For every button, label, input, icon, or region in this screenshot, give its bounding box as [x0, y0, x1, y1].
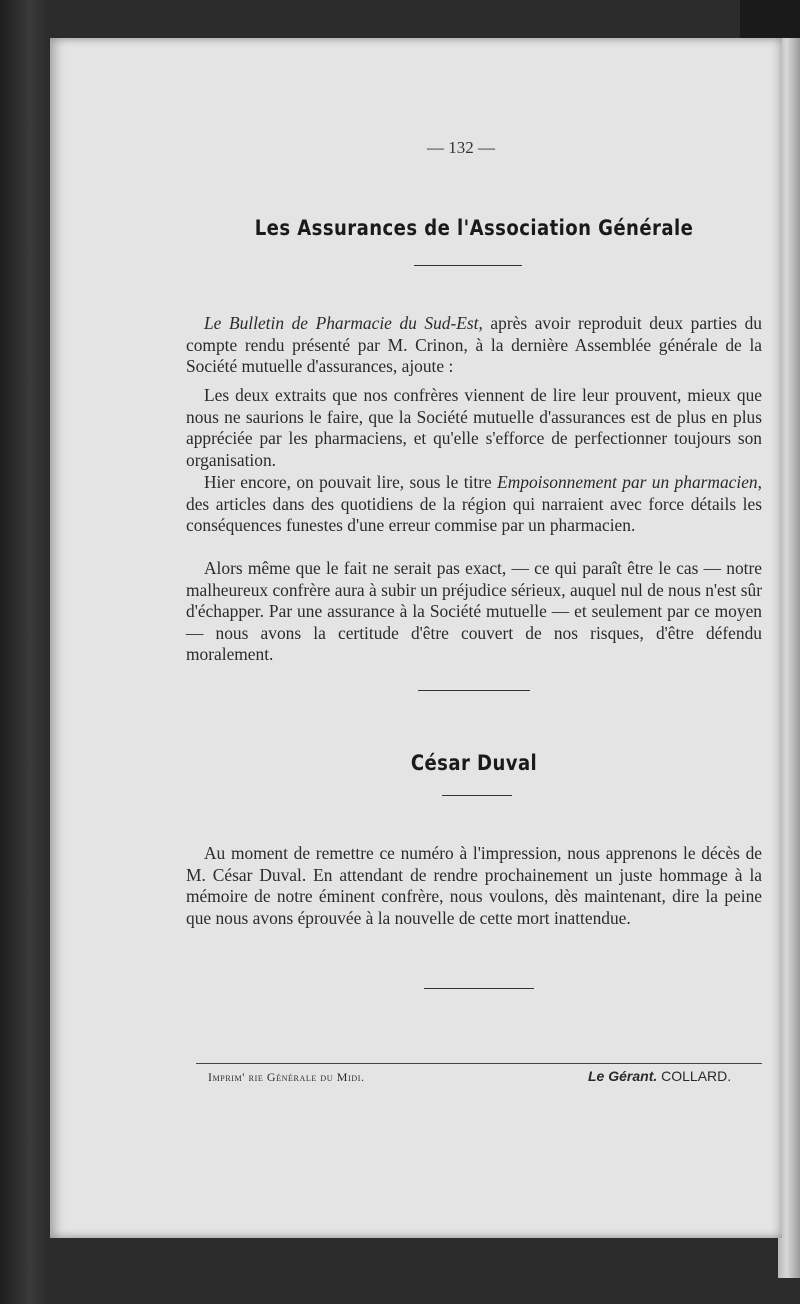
- para-text: , des articles dans des quotidiens de la région qui narraient avec force détails les conséquences funestes d'une erreur commise par un pharmacien.: [186, 472, 762, 536]
- bulletin-name: Le Bulletin de Pharmacie du Sud-Est: [204, 313, 479, 333]
- scan-corner: [740, 0, 800, 40]
- quoted-paragraph-1: Les deux extraits que nos confrères viennent de lire leur prouvent, mieux que nous ne saurions le faire, que la Société mutuelle d'assurances est de plus en plus appréciée par les pharmaciens, et qu'elle s'efforce de perfectionner toujours son organisation.: [186, 385, 762, 470]
- article-intro-paragraph: [186, 313, 762, 378]
- end-divider: [424, 988, 534, 989]
- para-text: Hier encore, on pouvait lire, sous le titre: [204, 472, 498, 492]
- quoted-paragraph-3: Alors même que le fait ne serait pas exact, — ce qui paraît être le cas — notre malheureux confrère aura à subir un préjudice sérieux, auquel nul de nous n'est sûr d'échapper. Par une assurance à la Société mutuelle — et seulement par ce moyen — nous avons la certitude d'être couvert de nos risques, d'être défendu moralement.: [186, 558, 762, 665]
- manager-signature: [588, 1068, 731, 1084]
- footer-rule: [196, 1063, 762, 1064]
- manager-role: Le Gérant.: [588, 1068, 658, 1084]
- printer-imprint: Imprim' rie Générale du Midi.: [208, 1070, 365, 1084]
- title-underline: [414, 265, 522, 266]
- section-divider: [418, 690, 530, 691]
- manager-name: COLLARD.: [661, 1068, 732, 1084]
- intro-text: , après avoir reproduit deux parties du compte rendu présenté par M. Crinon, à la dernière Assemblée générale de la Société mutuelle d'assurances, ajoute :: [186, 313, 762, 377]
- article-title-assurances: Les Assurances de l'Association Générale: [254, 216, 694, 240]
- article-title-duval: César Duval: [410, 751, 538, 775]
- quoted-paragraph-2: [186, 472, 762, 537]
- page-number: — 132 —: [427, 138, 495, 157]
- article-headline: Empoisonnement par un pharmacien: [497, 472, 758, 492]
- title-underline: [442, 795, 512, 796]
- obituary-paragraph: Au moment de remettre ce numéro à l'impression, nous apprenons le décès de M. César Duval. En attendant de rendre prochainement un juste hommage à la mémoire de notre éminent confrère, nous voulons, dès maintenant, dire la peine que nous avons éprouvée à la nouvelle de cette mort inattendue.: [186, 843, 762, 928]
